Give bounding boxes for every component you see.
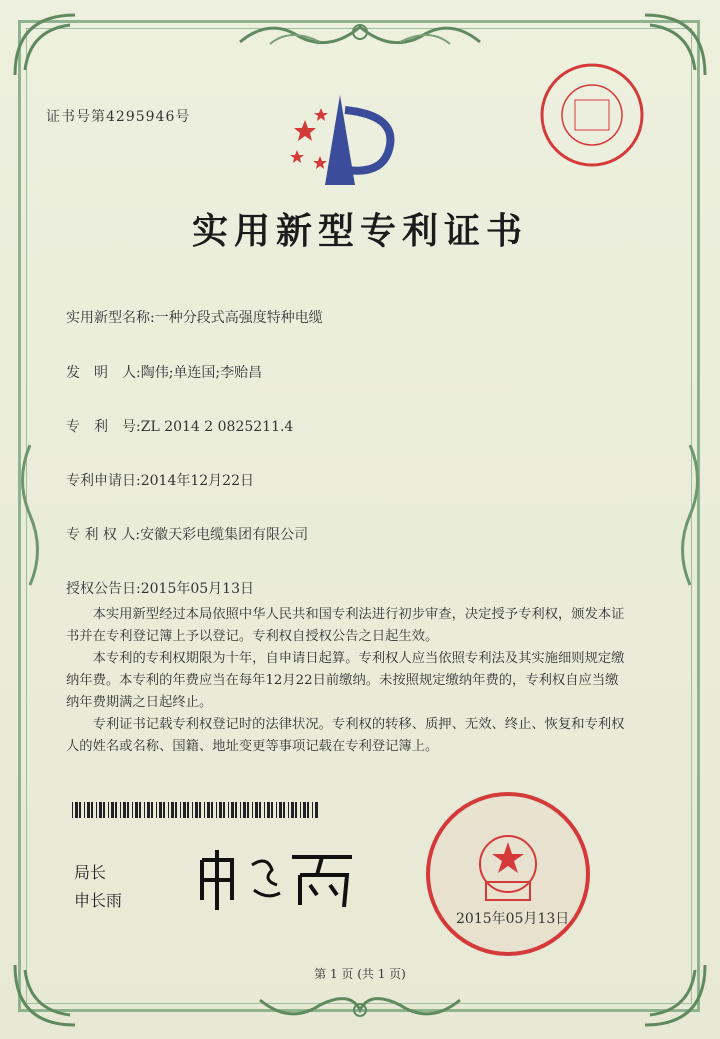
certificate-title: 实用新型专利证书: [191, 211, 528, 252]
certificate-number: 证书号第4295946号: [46, 109, 191, 125]
barcode-bar: [99, 802, 102, 818]
barcode-bar: [180, 802, 181, 818]
grant-date-label: 授权公告日:: [66, 581, 141, 597]
official-seal: [424, 790, 592, 958]
barcode-bar: [111, 802, 114, 818]
barcode-bar: [79, 802, 81, 818]
barcode-bar: [72, 802, 73, 818]
barcode-bar: [312, 802, 313, 818]
director-title: 局长: [74, 863, 107, 882]
right-side-ornament: [670, 440, 710, 590]
barcode-bar: [315, 802, 318, 818]
corner-ornament-tr: [640, 10, 710, 80]
inventors-label: 发 明 人:: [66, 365, 141, 381]
page-footer: 第 1 页 (共 1 页): [314, 967, 406, 981]
barcode-bar: [211, 802, 213, 818]
barcode-bar: [159, 802, 162, 818]
barcode-bar: [259, 802, 261, 818]
top-ornament: [230, 12, 490, 52]
barcode-bar: [135, 802, 138, 818]
barcode-bar: [255, 802, 258, 818]
barcode-bar: [75, 802, 78, 818]
barcode-bar: [84, 802, 85, 818]
utility-model-name-row: [66, 307, 323, 327]
patent-number-label: 专 利 号:: [66, 419, 141, 435]
barcode-bar: [276, 802, 277, 818]
filing-date-row: [66, 470, 254, 490]
barcode-bar: [300, 802, 301, 818]
barcode-bar: [199, 802, 201, 818]
barcode-bar: [175, 802, 177, 818]
inventors-value: 陶伟;单连国;李贻昌: [140, 365, 263, 381]
barcode-bar: [171, 802, 174, 818]
barcode-bar: [187, 802, 189, 818]
patentee-value: 安徽天彩电缆集团有限公司: [140, 527, 309, 543]
barcode-bar: [147, 802, 150, 818]
barcode-bar: [144, 802, 145, 818]
barcode-bar: [132, 802, 133, 818]
barcode-bar: [91, 802, 93, 818]
barcode-bar: [271, 802, 273, 818]
cnipa-logo: [285, 90, 405, 190]
patentee-row: [66, 524, 308, 544]
left-side-ornament: [10, 440, 50, 590]
grant-date-value: 2015年05月13日: [140, 581, 254, 597]
barcode-bar: [231, 802, 234, 818]
barcode-bar: [267, 802, 270, 818]
barcode-bar: [120, 802, 121, 818]
barcode-bar: [235, 802, 237, 818]
barcode-bar: [216, 802, 217, 818]
barcode-bar: [247, 802, 249, 818]
barcode-bar: [303, 802, 306, 818]
body-paragraph-3: 专利证书记载专利权登记时的法律状况。专利权的转移、质押、无效、终止、恢复和专利权人的姓名或名称、国籍、地址变更等事项记载在专利登记簿上。: [66, 717, 625, 754]
filing-date-label: 专利申请日:: [66, 473, 141, 489]
barcode-bar: [219, 802, 222, 818]
body-paragraph-1: 本实用新型经过本局依照中华人民共和国专利法进行初步审查，决定授予专利权，颁发本证书并在专利登记簿上予以登记。专利权自授权公告之日起生效。: [66, 607, 625, 644]
patent-number-row: [66, 416, 293, 436]
barcode-bar: [288, 802, 289, 818]
barcode-bar: [168, 802, 169, 818]
barcode-bar: [240, 802, 241, 818]
barcode-bar: [163, 802, 165, 818]
patent-number-value: ZL 2014 2 0825211.4: [140, 419, 294, 435]
barcode-bar: [151, 802, 153, 818]
barcode-bar: [228, 802, 229, 818]
barcode-bar: [283, 802, 285, 818]
corner-ornament-tl: [10, 10, 80, 80]
barcode-bar: [183, 802, 186, 818]
barcode-bar: [139, 802, 141, 818]
body-paragraph-2: 本专利的专利权期限为十年，自申请日起算。专利权人应当依照专利法及其实施细则规定缴纳年费。本专利的年费应当在每年12月22日前缴纳。未按照规定缴纳年费的，专利权自应当缴纳年费期满之日起终止。: [66, 651, 625, 710]
barcode-bar: [123, 802, 126, 818]
barcode-bar: [127, 802, 129, 818]
inventors-row: [66, 362, 262, 382]
director-name: 申长雨: [74, 891, 123, 910]
barcode-bar: [103, 802, 105, 818]
barcode-bar: [291, 802, 294, 818]
barcode-bar: [207, 802, 210, 818]
barcode-bar: [195, 802, 198, 818]
tax-stamp: [537, 60, 647, 170]
seal-date: 2015年05月13日: [456, 911, 570, 927]
barcode-bar: [87, 802, 90, 818]
certificate-body: [66, 604, 626, 758]
barcode-bar: [108, 802, 109, 818]
utility-model-name-value: 一种分段式高强度特种电缆: [154, 310, 323, 326]
utility-model-name-label: 实用新型名称:: [66, 310, 155, 326]
patentee-label: 专 利 权 人:: [66, 527, 141, 543]
barcode-bar: [243, 802, 246, 818]
barcode-bar: [156, 802, 157, 818]
barcode-bar: [279, 802, 282, 818]
barcode-bar: [307, 802, 309, 818]
barcode-bar: [96, 802, 97, 818]
barcode-bar: [192, 802, 193, 818]
barcode-bar: [204, 802, 205, 818]
barcode: [72, 802, 318, 818]
grant-date-row: [66, 578, 254, 598]
filing-date-value: 2014年12月22日: [140, 473, 254, 489]
barcode-bar: [252, 802, 253, 818]
handwritten-signature: [192, 845, 362, 915]
barcode-bar: [115, 802, 117, 818]
barcode-bar: [295, 802, 297, 818]
barcode-bar: [264, 802, 265, 818]
bottom-ornament: [250, 990, 470, 1030]
barcode-bar: [223, 802, 225, 818]
